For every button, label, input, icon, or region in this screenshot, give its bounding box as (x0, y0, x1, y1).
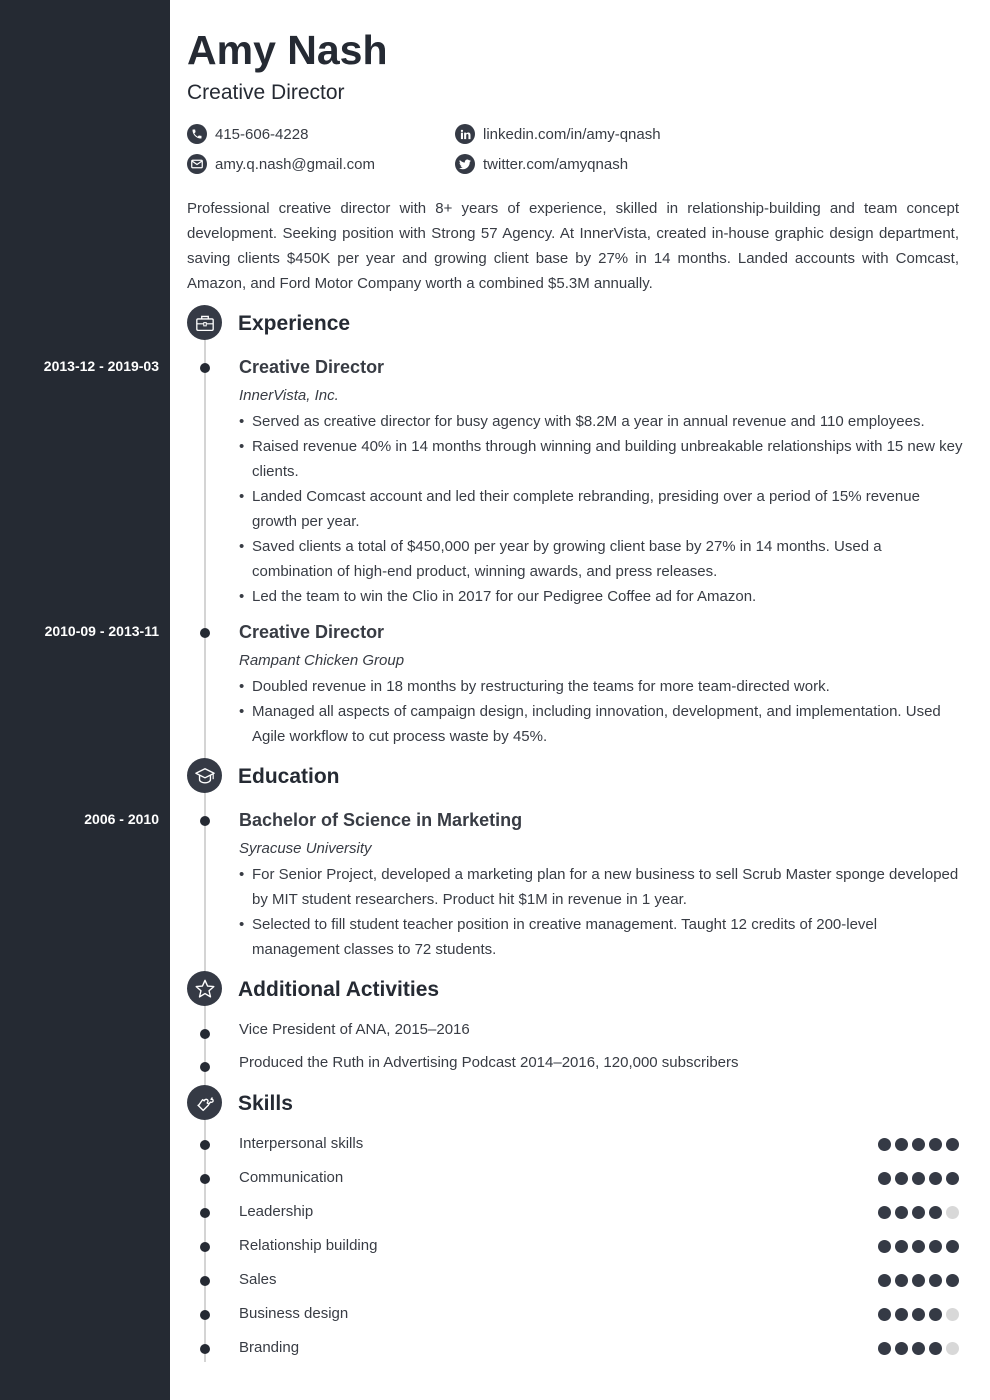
rating-dot-filled (929, 1308, 942, 1321)
bullet-item: • Saved clients a total of $450,000 per year by growing client base by 27% in 14 months. Used a combination of high-end product, winning awards, and press releases. (239, 534, 964, 584)
skill-name: Branding (239, 1339, 300, 1356)
timeline-dot (200, 1242, 210, 1252)
timeline-dot (200, 1208, 210, 1218)
rating-dot-filled (895, 1240, 908, 1253)
job-title: Creative Director (239, 357, 385, 377)
timeline-dot (200, 1276, 210, 1286)
activity-item: Produced the Ruth in Advertising Podcast 2014–2016, 120,000 subscribers (239, 1054, 739, 1071)
skill-name: Leadership (239, 1203, 314, 1220)
rating-dot-filled (895, 1308, 908, 1321)
rating-dot-filled (895, 1206, 908, 1219)
education-bullets (239, 862, 964, 962)
skill-rating (878, 1308, 959, 1321)
email-link[interactable]: amy.q.nash@gmail.com (215, 155, 376, 173)
bullet-item: • Served as creative director for busy agency with $8.2M a year in annual revenue and 110 employees. (239, 409, 964, 434)
timeline-dot (200, 1344, 210, 1354)
star-icon (187, 971, 222, 1006)
contact-phone (187, 123, 308, 145)
job-title: Creative Director (239, 622, 385, 642)
timeline-dot (200, 1310, 210, 1320)
job-dates: 2010-09 - 2013-11 (44, 623, 159, 639)
skill-name: Sales (239, 1271, 277, 1288)
timeline-line (204, 322, 206, 1362)
contact-email (187, 153, 375, 175)
skill-rating (878, 1342, 959, 1355)
section-title-experience: Experience (238, 312, 351, 335)
company-name: Rampant Chicken Group (239, 652, 405, 669)
job-dates: 2013-12 - 2019-03 (43, 358, 159, 374)
briefcase-icon (187, 305, 222, 340)
rating-dot-filled (895, 1138, 908, 1151)
twitter-icon (455, 154, 475, 174)
skill-name: Business design (239, 1305, 349, 1322)
skill-name: Communication (239, 1169, 344, 1186)
timeline-dot (200, 628, 210, 638)
timeline-dot (200, 816, 210, 826)
education-dates: 2006 - 2010 (84, 811, 159, 827)
rating-dot-filled (895, 1172, 908, 1185)
bullet-item: • Selected to fill student teacher position in creative management. Taught 12 credits of 200-level management classes to 72 students. (239, 912, 964, 962)
summary: Professional creative director with 8+ years of experience, skilled in relationship-building and team concept development. Seeking position with Strong 57 Agency. At InnerVista, created in-house graphic design department, saving clients $450K per year and growing client base by 27% in 14 months. Landed accounts with Comcast, Amazon, and Ford Motor Company worth a combined $5.3M annually. (187, 200, 959, 292)
rating-dot-filled (929, 1274, 942, 1287)
rating-dot-filled (878, 1308, 891, 1321)
rating-dot-empty (946, 1308, 959, 1321)
section-title-education: Education (238, 765, 340, 788)
rating-dot-filled (912, 1308, 925, 1321)
timeline-dot (200, 363, 210, 373)
rating-dot-filled (912, 1240, 925, 1253)
bullet-item: • Raised revenue 40% in 14 months through winning and building unbreakable relationships with 15 new key clients. (239, 434, 964, 484)
rating-dot-filled (912, 1342, 925, 1355)
skill-name: Relationship building (239, 1237, 378, 1254)
sidebar (0, 0, 170, 1400)
skill-rating (878, 1206, 959, 1219)
twitter-link[interactable]: twitter.com/amyqnash (483, 155, 629, 173)
timeline-dot (200, 1029, 210, 1039)
rating-dot-filled (878, 1206, 891, 1219)
activity-item: Vice President of ANA, 2015–2016 (239, 1021, 470, 1038)
graduation-cap-icon (187, 758, 222, 793)
rating-dot-filled (912, 1172, 925, 1185)
bullet-item: • Managed all aspects of campaign design, including innovation, development, and implementation. Used Agile workflow to cut process waste by 45%. (239, 699, 964, 749)
rating-dot-filled (946, 1172, 959, 1185)
phone-text: 415-606-4228 (215, 125, 309, 143)
rating-dot-filled (946, 1138, 959, 1151)
candidate-name: Amy Nash (187, 27, 388, 73)
skill-name: Interpersonal skills (239, 1135, 364, 1152)
rating-dot-filled (912, 1138, 925, 1151)
bullet-item: • Led the team to win the Clio in 2017 for our Pedigree Coffee ad for Amazon. (239, 584, 964, 609)
timeline-dot (200, 1062, 210, 1072)
section-title-activities: Additional Activities (238, 978, 440, 1001)
rating-dot-filled (929, 1342, 942, 1355)
school-name: Syracuse University (239, 840, 372, 857)
rating-dot-empty (946, 1206, 959, 1219)
bullet-item: • For Senior Project, developed a marketing plan for a new business to sell Scrub Master sponge developed by MIT student researchers. Product hit $1M in revenue in 1 year. (239, 862, 964, 912)
rating-dot-filled (878, 1172, 891, 1185)
job-bullets (239, 674, 964, 749)
contact-twitter (455, 153, 628, 175)
rating-dot-empty (946, 1342, 959, 1355)
rating-dot-filled (912, 1206, 925, 1219)
section-title-skills: Skills (238, 1092, 293, 1115)
candidate-title: Creative Director (187, 81, 345, 104)
skill-rating (878, 1172, 959, 1185)
bullet-item: • Landed Comcast account and led their complete rebranding, presiding over a period of 15% revenue growth per year. (239, 484, 964, 534)
rating-dot-filled (878, 1240, 891, 1253)
company-name: InnerVista, Inc. (239, 387, 339, 404)
skill-rating (878, 1274, 959, 1287)
rating-dot-filled (878, 1274, 891, 1287)
rating-dot-filled (929, 1240, 942, 1253)
bullet-item: • Doubled revenue in 18 months by restructuring the teams for more team-directed work. (239, 674, 964, 699)
rating-dot-filled (912, 1274, 925, 1287)
rating-dot-filled (895, 1342, 908, 1355)
rating-dot-filled (946, 1274, 959, 1287)
linkedin-icon (455, 124, 475, 144)
skill-rating (878, 1240, 959, 1253)
rating-dot-filled (878, 1138, 891, 1151)
degree-title: Bachelor of Science in Marketing (239, 810, 523, 830)
rating-dot-filled (929, 1172, 942, 1185)
timeline-dot (200, 1140, 210, 1150)
contact-linkedin (455, 123, 661, 145)
timeline-dot (200, 1174, 210, 1184)
envelope-icon (187, 154, 207, 174)
rating-dot-filled (895, 1274, 908, 1287)
phone-icon (187, 124, 207, 144)
rating-dot-filled (878, 1342, 891, 1355)
skill-rating (878, 1138, 959, 1151)
rating-dot-filled (946, 1240, 959, 1253)
rating-dot-filled (929, 1138, 942, 1151)
puzzle-piece-icon (187, 1085, 222, 1120)
rating-dot-filled (929, 1206, 942, 1219)
linkedin-link[interactable]: linkedin.com/in/amy-qnash (483, 125, 661, 143)
job-bullets (239, 409, 964, 609)
